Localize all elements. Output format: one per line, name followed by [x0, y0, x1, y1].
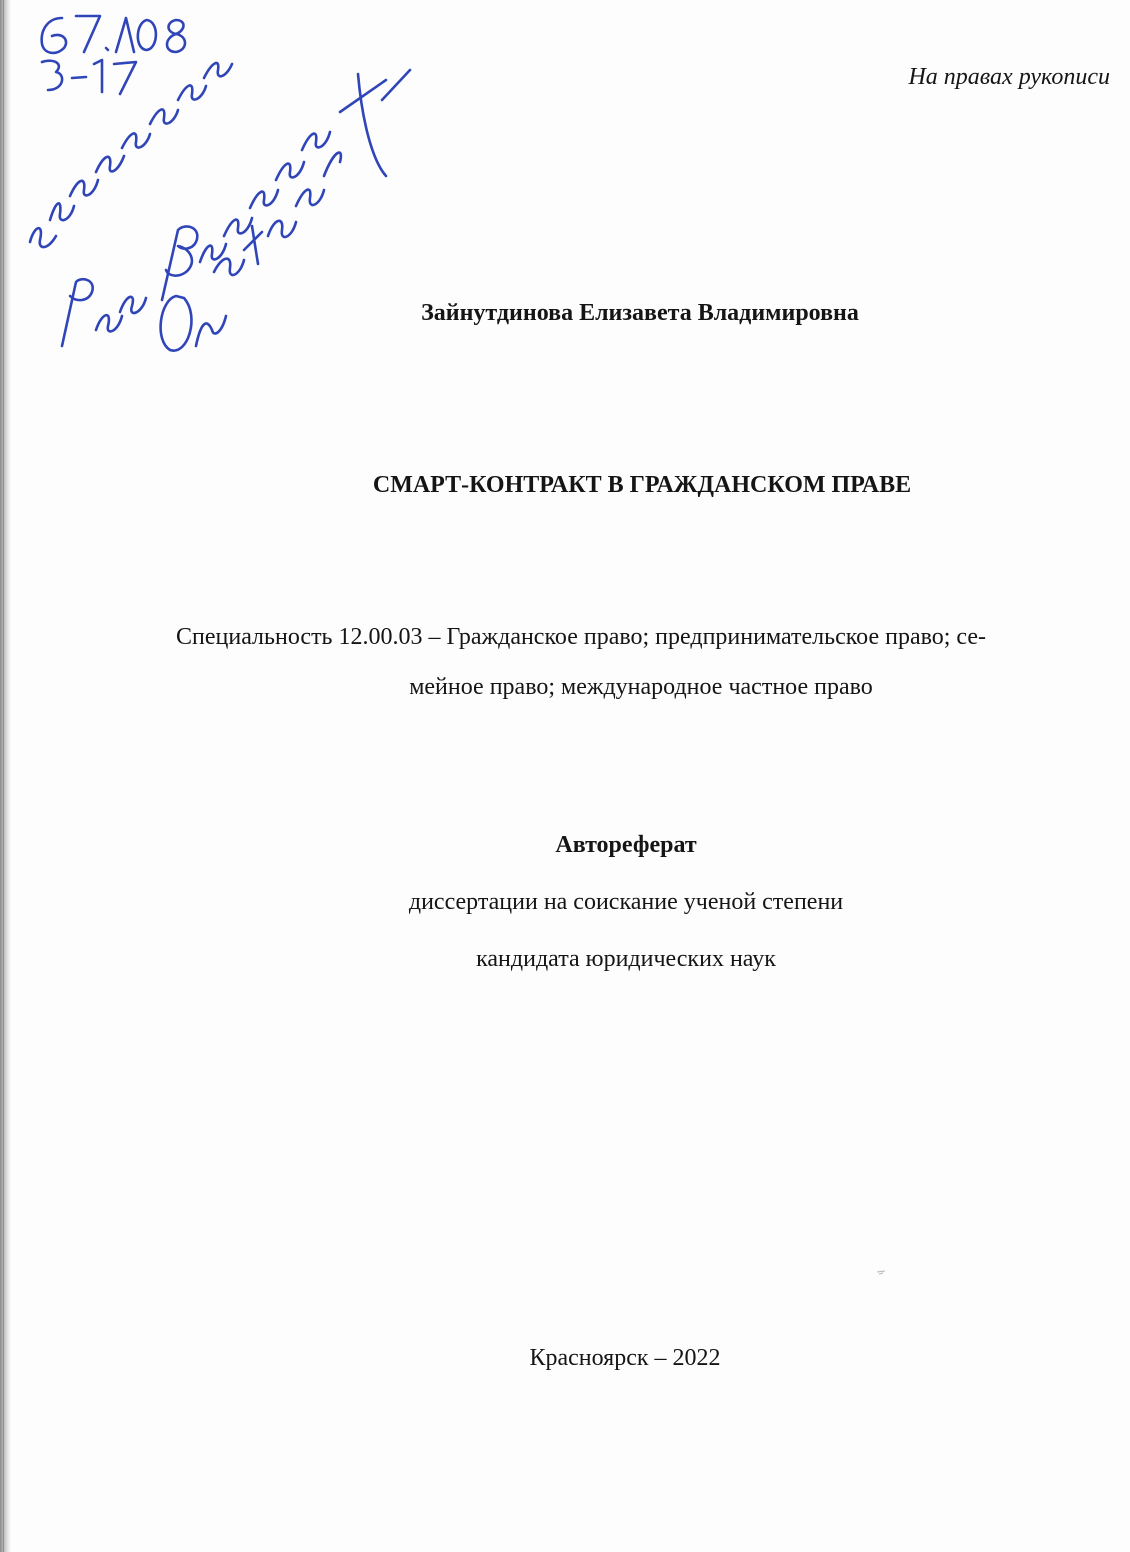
place-and-year: Красноярск – 2022 — [529, 1345, 721, 1371]
handwriting-drawing — [0, 0, 460, 400]
call-number-line-2-strokes — [42, 60, 136, 94]
author-name: Зайнутдинова Елизавета Владимировна — [421, 300, 859, 326]
scan-speck — [877, 1262, 885, 1267]
header-note: На правах рукописи — [908, 64, 1110, 90]
document-type: Автореферат — [555, 832, 697, 858]
specialty-line-1: Специальность 12.00.03 – Гражданское право; предпринимательское право; се- — [176, 624, 987, 650]
specialty-block — [176, 612, 1106, 712]
inscription-line-1-strokes — [30, 63, 232, 247]
call-number-line-1-strokes — [42, 16, 185, 53]
dissertation-title: СМАРТ-КОНТРАКТ В ГРАЖДАНСКОМ ПРАВЕ — [372, 472, 912, 498]
specialty-line-2: мейное право; международное частное право — [409, 674, 873, 700]
degree-purpose-line-2: кандидата юридических наук — [476, 946, 776, 972]
degree-purpose-line-1: диссертации на соискание ученой степени — [408, 889, 844, 915]
handwritten-inscription — [0, 0, 460, 400]
